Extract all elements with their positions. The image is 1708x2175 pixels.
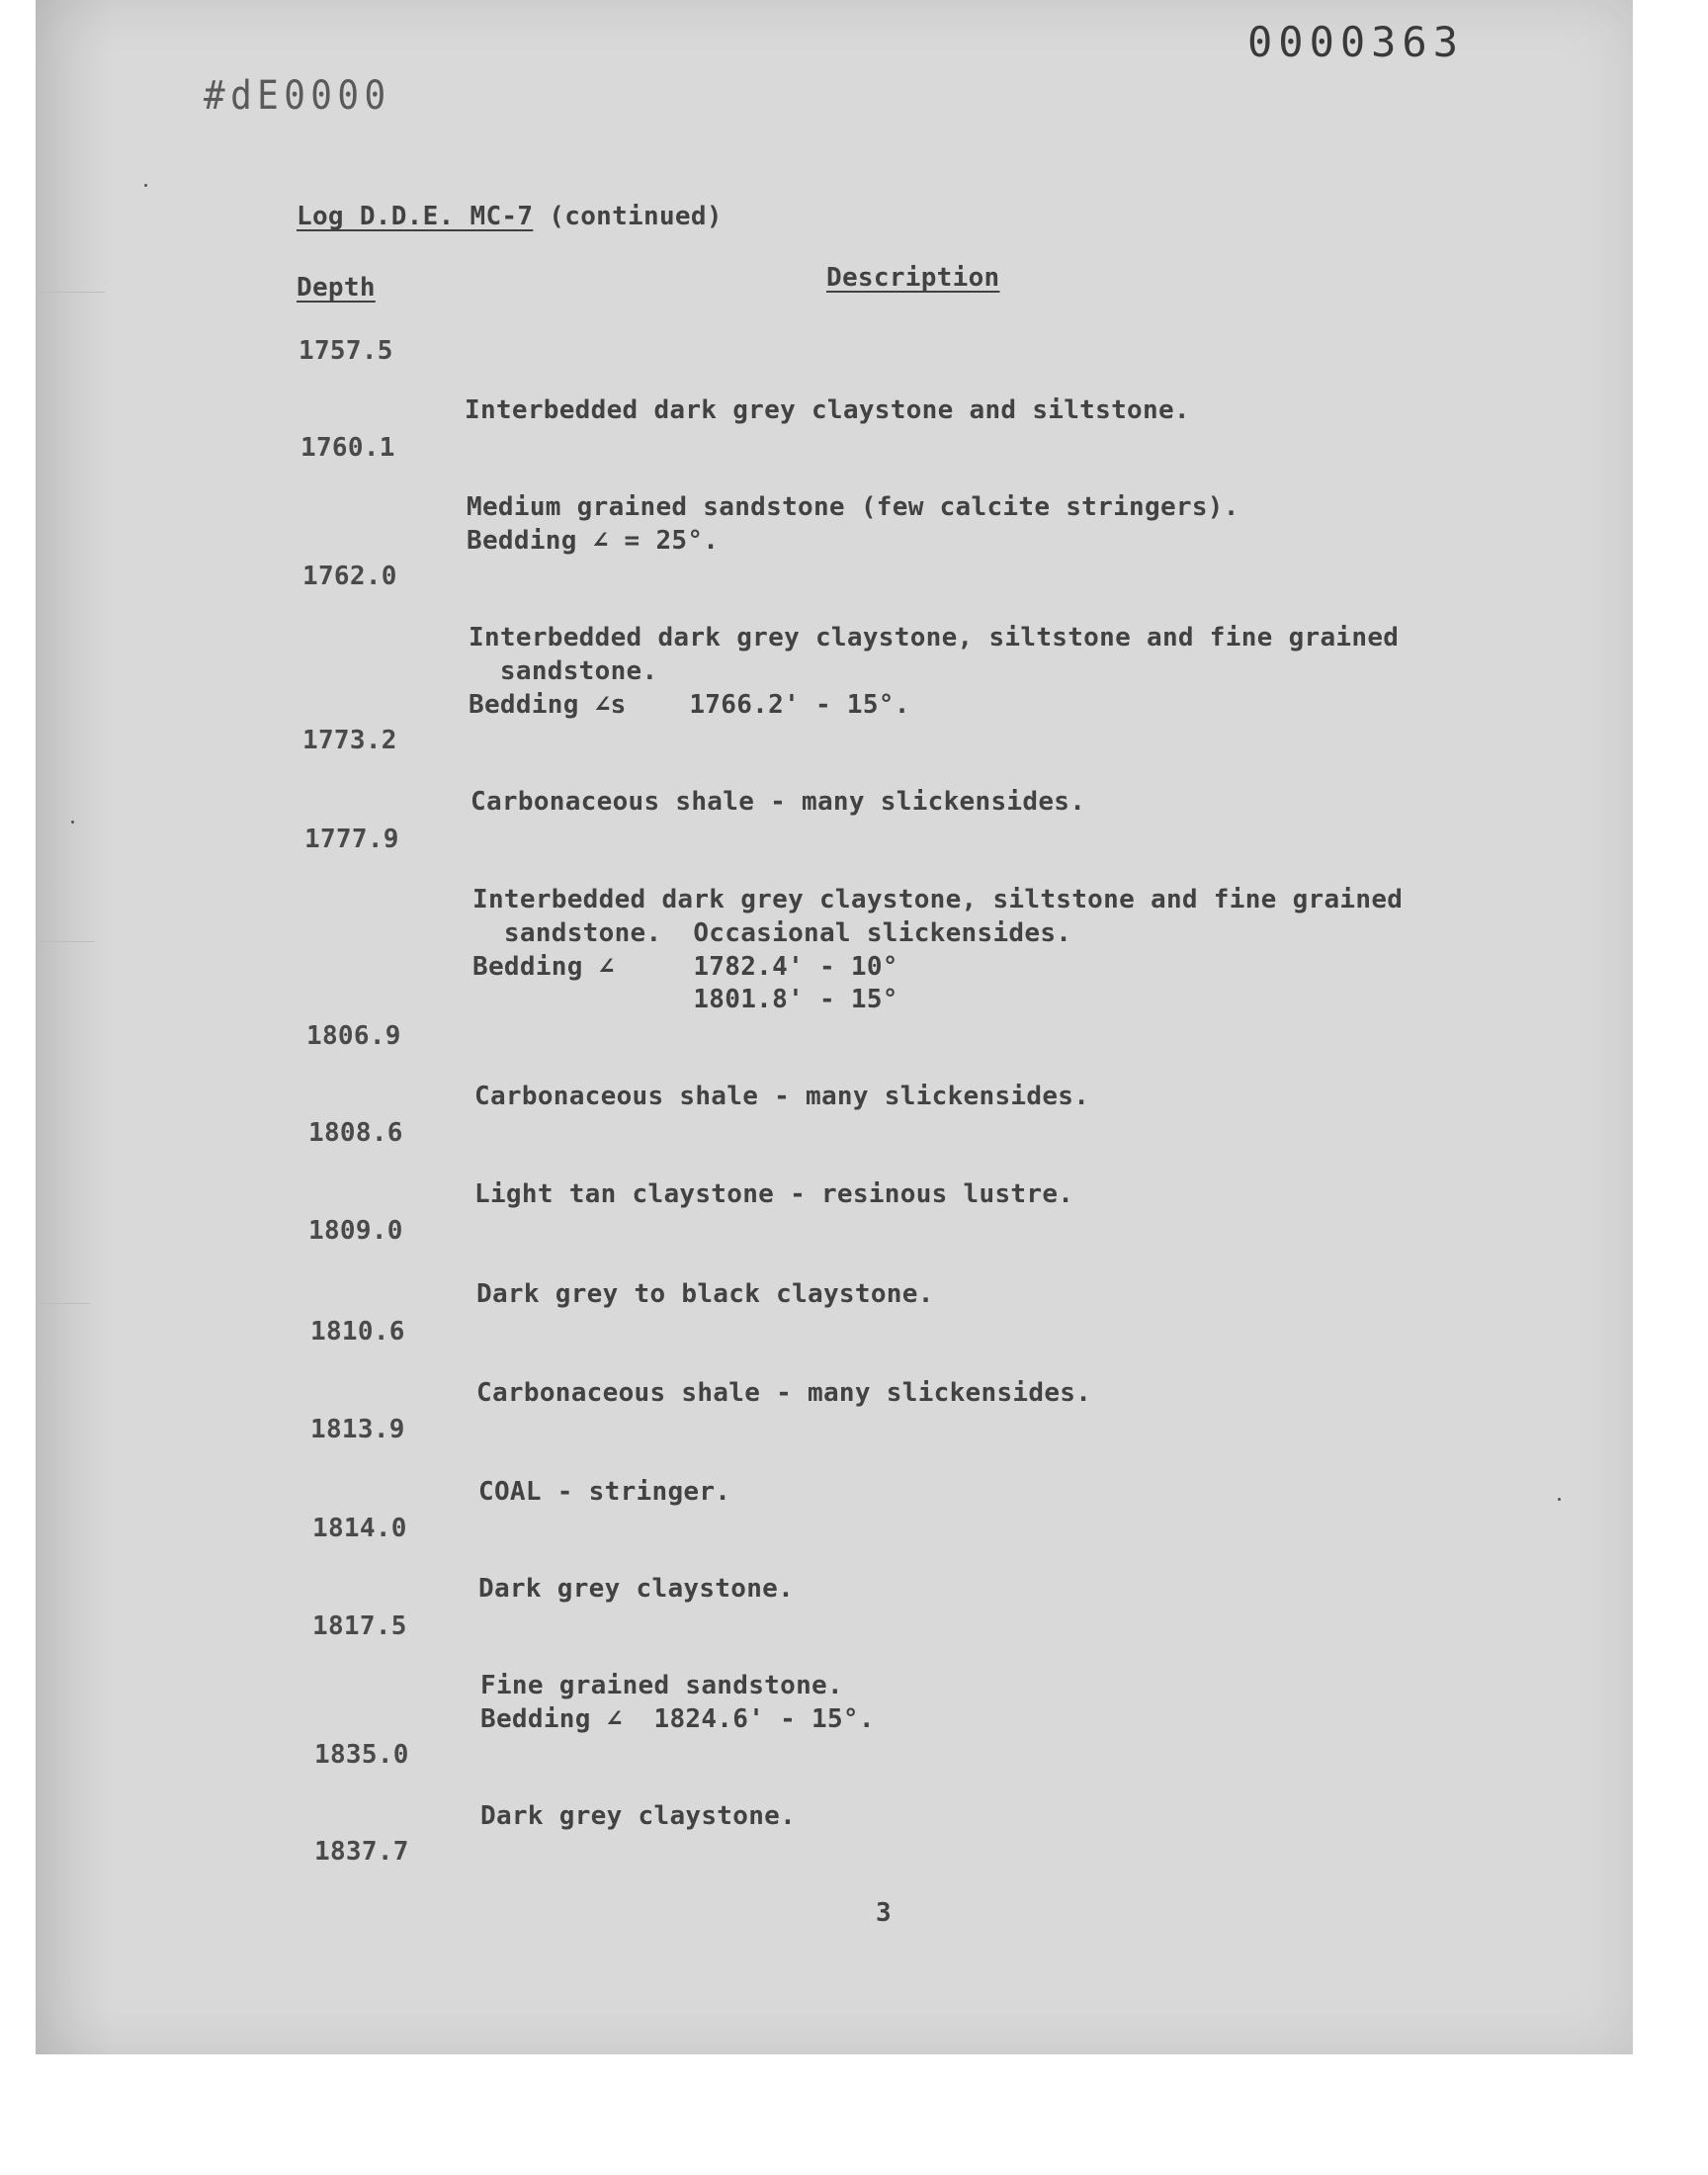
description-line: Bedding ∠s 1766.2' - 15°. [469,690,910,720]
description-line: Bedding ∠ = 25°. [467,526,720,556]
log-title-suffix: (continued) [549,202,723,231]
description-line: 1801.8' - 15° [472,985,898,1014]
scan-speck [1558,1498,1561,1501]
description-line: Interbedded dark grey claystone and siltstone. [465,395,1190,425]
depth-value: 1808.6 [308,1118,403,1148]
log-title: Log D.D.E. MC-7 [297,202,534,231]
description-line: Dark grey claystone. [478,1574,795,1604]
document-id-stamp-secondary: #dE0000 [204,73,391,119]
scan-edge-line [36,1303,90,1304]
depth-value: 1810.6 [310,1317,405,1347]
description-line: Carbonaceous shale - many slickensides. [474,1082,1090,1111]
depth-value: 1773.2 [302,726,397,755]
description-column-header: Description [826,263,1000,293]
description-line: Light tan claystone - resinous lustre. [474,1179,1074,1209]
depth-value: 1809.0 [308,1216,403,1246]
description-line: Dark grey claystone. [480,1801,797,1831]
depth-value: 1817.5 [312,1611,407,1641]
depth-value: 1835.0 [314,1740,409,1770]
depth-value: 1837.7 [314,1837,409,1867]
depth-value: 1760.1 [300,433,395,463]
page-number: 3 [876,1898,892,1928]
depth-value: 1762.0 [302,562,397,591]
description-line: Carbonaceous shale - many slickensides. [470,787,1086,817]
description-line: Dark grey to black claystone. [476,1279,934,1309]
description-line: Bedding ∠ 1782.4' - 10° [472,952,898,982]
scanned-page [36,0,1633,2054]
description-line: Bedding ∠ 1824.6' - 15°. [480,1704,875,1734]
log-title-line [297,202,723,231]
description-line: sandstone. Occasional slickensides. [472,918,1072,948]
description-line: Carbonaceous shale - many slickensides. [476,1378,1092,1408]
depth-value: 1777.9 [304,825,399,854]
description-line: Interbedded dark grey claystone, siltstone and fine grained [469,623,1400,652]
description-line: Interbedded dark grey claystone, siltstone and fine grained [472,885,1404,914]
document-id-stamp: 0000363 [1247,18,1465,66]
scan-edge-line [36,941,95,942]
depth-value: 1814.0 [312,1514,407,1543]
scan-speck [71,821,74,824]
depth-value: 1806.9 [306,1021,401,1051]
description-line: COAL - stringer. [478,1477,731,1507]
description-line: Medium grained sandstone (few calcite stringers). [467,492,1239,522]
description-line: Fine grained sandstone. [480,1671,843,1700]
scan-speck [144,184,147,187]
depth-column-header: Depth [297,273,376,303]
depth-value: 1813.9 [310,1415,405,1444]
scan-shadow [36,0,115,2054]
description-line: sandstone. [469,656,658,686]
depth-value: 1757.5 [299,336,393,366]
scan-edge-line [36,292,105,293]
